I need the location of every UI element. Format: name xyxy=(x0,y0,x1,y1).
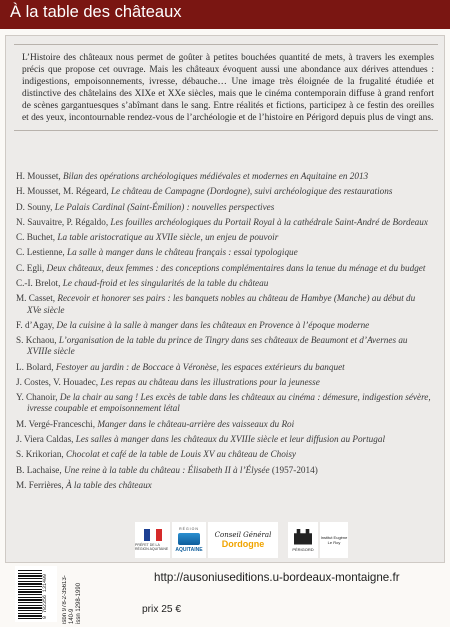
entry-title: Deux châteaux, deux femmes : des conceptions complémentaires dans la tenue du ménage et du budget xyxy=(46,262,426,273)
contents-entry xyxy=(16,293,431,315)
entry-author: M. Casset, xyxy=(16,293,58,304)
contents-entry xyxy=(16,263,431,274)
dordogne-label: Dordogne xyxy=(221,539,265,549)
aquitaine-logo xyxy=(172,522,206,558)
perigord-label: PÉRIGORD xyxy=(292,546,314,552)
entry-author: C.-I. Brelot, xyxy=(16,278,63,289)
entry-author: D. Souny, xyxy=(16,201,55,212)
contents-entry xyxy=(16,480,431,491)
entry-title: De la cuisine à la salle à manger dans les châteaux en Provence à l’époque moderne xyxy=(56,319,370,330)
contents-entry xyxy=(16,247,431,258)
barcode-bars xyxy=(18,569,42,619)
contents-entry xyxy=(16,320,431,331)
entry-author: H. Mousset, M. Régeard, xyxy=(16,186,111,197)
aquitaine-icon xyxy=(178,533,200,545)
intro-text: L’Histoire des châteaux nous permet de goûter à petites bouchées quantité de mets, à travers les exemples précis que propose cet ouvrage. Mais les châteaux évoquent aussi une abondance aux dérives attendues : indigestions, empoisonnements, ivresse, débauche… Une image très éloignée de la frugalité étudiée et distinctive des châtelains des XIXe et XXe siècles, mais que le cinéma contemporain diffuse à grand renfort de scènes gargantuesques s’abîmant dans le sang. Entre réalités et fictions, participez à ce festin des oreilles et des yeux, incontournable rendez-vous de l’archéologie et de l’histoire en Périgord depuis plus de vingt ans. xyxy=(14,44,438,131)
entry-author: J. Costes, V. Houadec, xyxy=(16,376,101,387)
institut-logo xyxy=(320,522,348,558)
entry-title: Les salles à manger dans les châteaux du XVIIIe siècle et leur diffusion au Portugal xyxy=(75,434,386,445)
contents-entry xyxy=(16,419,431,430)
title-bar xyxy=(0,0,450,29)
entry-title: De la chair au sang ! Les excès de table dans les châteaux au cinéma : démesure, indigestion sévère, ivresse coupable et empoisonnement létal xyxy=(27,392,431,414)
entry-title: La salle à manger dans le château français : essai typologique xyxy=(67,247,298,258)
entry-author: F. d’Agay, xyxy=(16,319,57,330)
contents-entry xyxy=(16,278,431,289)
barcode xyxy=(15,566,57,622)
entry-author: C. Buchet, xyxy=(16,232,58,243)
entry-title: L’organisation de la table du prince de Tingry dans ses châteaux de Beaumont et d’Avernes au XVIIIe siècle xyxy=(27,335,408,357)
entry-title: Recevoir et honorer ses pairs : les banquets nobles au château de Hambye (Manche) au début du XVe siècle xyxy=(27,293,416,315)
contents-entry xyxy=(16,186,431,197)
isbn-block xyxy=(62,566,84,624)
contents-list xyxy=(16,171,431,495)
entry-title: Le chaud-froid et les singularités de la table du château xyxy=(62,278,269,289)
entry-author: N. Sauvaitre, P. Régaldo, xyxy=(16,216,111,227)
price: prix 25 € xyxy=(142,604,182,615)
contents-entry xyxy=(16,335,431,357)
prefecture-logo xyxy=(135,522,170,558)
dordogne-logo xyxy=(208,522,278,558)
conseil-general-label: Conseil Général xyxy=(214,531,272,539)
entry-dates: (1957-2014) xyxy=(269,464,318,475)
entry-author: B. Lachaise, xyxy=(16,464,64,475)
entry-author: Y. Chanoir, xyxy=(16,392,60,403)
entry-title: Les fouilles archéologiques du Portail Royal à la cathédrale Saint-André de Bordeaux xyxy=(110,216,428,227)
entry-author: C. Egli, xyxy=(16,262,47,273)
entry-author: J. Viera Caldas, xyxy=(16,434,76,445)
contents-entry xyxy=(16,377,431,388)
entry-title: Les repas au château dans les illustrations pour la jeunesse xyxy=(100,376,320,387)
marianne-flag-icon xyxy=(144,529,162,541)
prefecture-label: PRÉFET DE LA RÉGION AQUITAINE xyxy=(135,543,169,551)
barcode-digits: 9 782356 131409 xyxy=(42,573,48,619)
entry-author: S. Kchaou, xyxy=(16,335,59,346)
entry-author: C. Lestienne, xyxy=(16,247,68,258)
contents-entry xyxy=(16,362,431,373)
entry-title: À la table des châteaux xyxy=(66,479,152,490)
contents-entry xyxy=(16,434,431,445)
entry-title: Une reine à la table du château : Élisabeth II à l’Élysée xyxy=(63,464,270,475)
aquitaine-label: AQUITAINE xyxy=(175,547,203,553)
perigord-logo xyxy=(288,522,318,558)
contents-entry xyxy=(16,232,431,243)
contents-entry xyxy=(16,171,431,182)
publisher-website[interactable]: http://ausoniuseditions.u-bordeaux-montaigne.fr xyxy=(154,571,400,584)
entry-title: Le Palais Cardinal (Saint-Émilion) : nouvelles perspectives xyxy=(54,201,275,212)
entry-author: S. Krikorian, xyxy=(16,449,67,460)
entry-title: Manger dans le château-arrière des vaisseaux du Roi xyxy=(97,418,295,429)
entry-title: Festoyer au jardin : de Boccace à Véronèse, les espaces extérieurs du banquet xyxy=(55,361,345,372)
contents-entry xyxy=(16,217,431,228)
castle-icon xyxy=(294,529,312,545)
contents-entry xyxy=(16,202,431,213)
entry-author: L. Bolard, xyxy=(16,361,56,372)
entry-title: Bilan des opérations archéologiques médiévales et modernes en Aquitaine en 2013 xyxy=(62,171,369,181)
entry-title: La table aristocratique au XVIIe siècle, un enjeu de pouvoir xyxy=(57,232,279,243)
book-title: À la table des châteaux xyxy=(10,3,182,21)
entry-author: M. Ferrières, xyxy=(16,479,67,490)
entry-title: Chocolat et café de la table de Louis XV au château de Choisy xyxy=(66,449,297,460)
isbn: isbn 978-2-35613-140-9 xyxy=(62,575,75,624)
institut-label: Institut Eugène Le Roy xyxy=(320,535,348,545)
contents-entry xyxy=(16,449,431,460)
contents-entry xyxy=(16,465,431,476)
entry-title: Le château de Campagne (Dordogne), suivi archéologique des restaurations xyxy=(110,186,393,197)
entry-author: H. Mousset, xyxy=(16,171,63,181)
contents-entry xyxy=(16,392,431,414)
issn: issn 1298-1990 xyxy=(76,582,82,624)
entry-author: M. Vergé-Franceschi, xyxy=(16,418,98,429)
region-label: RÉGION xyxy=(179,527,199,531)
